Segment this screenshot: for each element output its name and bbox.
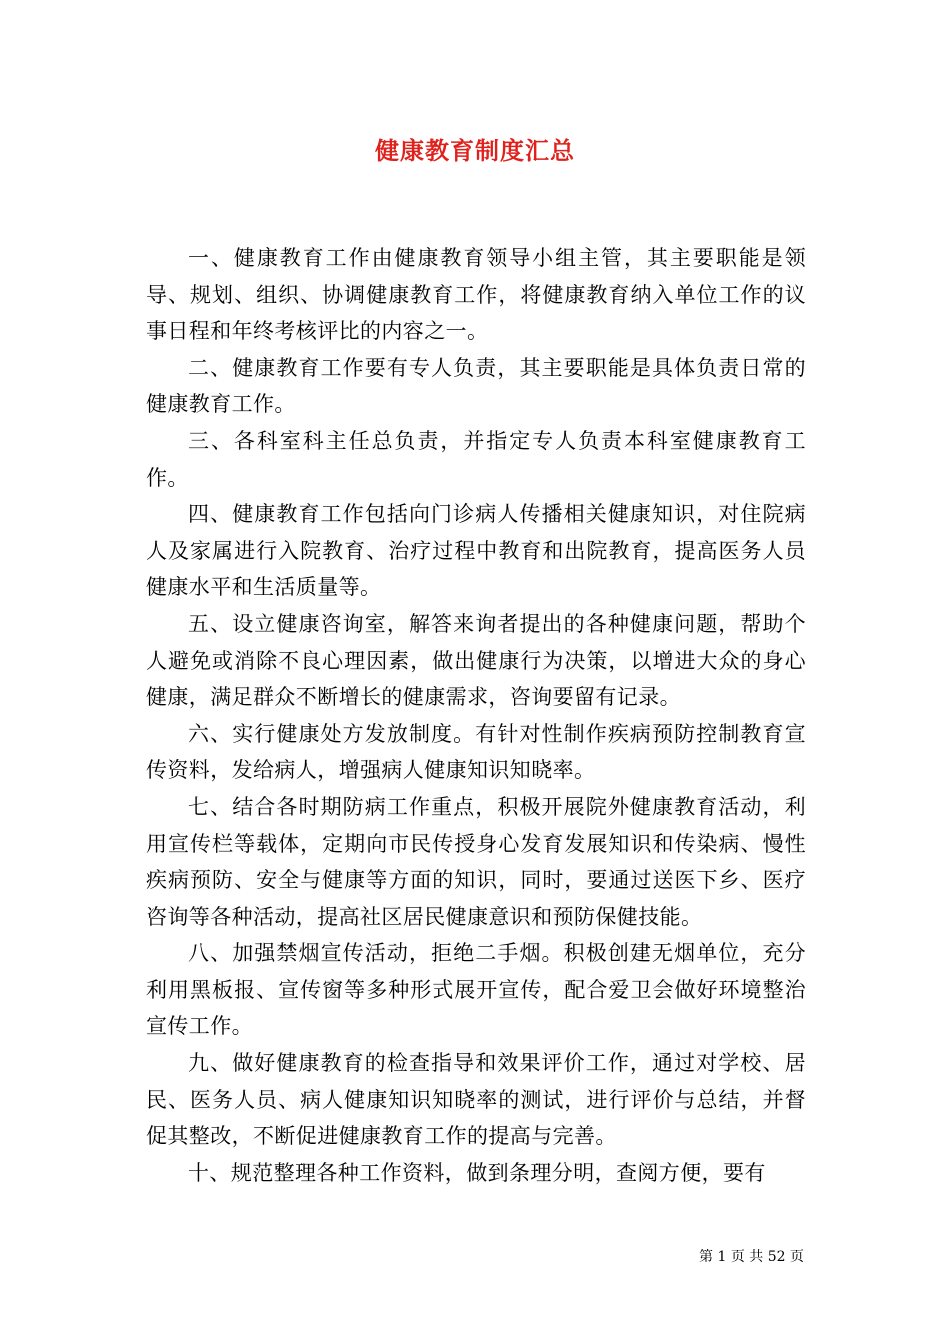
paragraph-10: 十、规范整理各种工作资料，做到条理分明，查阅方便，要有 [188,1160,766,1185]
paragraph-1: 一、健康教育工作由健康教育领导小组主管，其主要职能是领导、规划、组织、协调健康教育工作，将健康教育纳入单位工作的议事日程和年终考核评比的内容之一。 [146,246,806,344]
paragraph-6: 六、实行健康处方发放制度。有针对性制作疾病预防控制教育宣传资料，发给病人，增强病人健康知识知晓率。 [146,721,806,783]
paragraph-4: 四、健康教育工作包括向门诊病人传播相关健康知识，对住院病人及家属进行入院教育、治疗过程中教育和出院教育，提高医务人员健康水平和生活质量等。 [146,502,806,600]
paragraph-9: 九、做好健康教育的检查指导和效果评价工作，通过对学校、居民、医务人员、病人健康知识知晓率的测试，进行评价与总结，并督促其整改，不断促进健康教育工作的提高与完善。 [146,1051,806,1149]
paragraph-2: 二、健康教育工作要有专人负责，其主要职能是具体负责日常的健康教育工作。 [146,355,806,417]
paragraph-5: 五、设立健康咨询室，解答来询者提出的各种健康问题，帮助个人避免或消除不良心理因素，做出健康行为决策，以增进大众的身心健康，满足群众不断增长的健康需求，咨询要留有记录。 [146,611,806,710]
paragraph-7: 七、结合各时期防病工作重点，积极开展院外健康教育活动，利用宣传栏等载体，定期向市民传授身心发育发展知识和传染病、慢性疾病预防、安全与健康等方面的知识，同时，要通过送医下乡、医疗咨询等各种活动，提高社区居民健康意识和预防保健技能。 [146,794,806,929]
paragraph-3: 三、各科室科主任总负责，并指定专人负责本科室健康教育工作。 [146,428,806,490]
document-title: 健康教育制度汇总 [375,136,575,165]
page-number-footer: 第 1 页 共 52 页 [699,1249,804,1265]
document-body [146,240,806,1191]
paragraph-8: 八、加强禁烟宣传活动，拒绝二手烟。积极创建无烟单位，充分利用黑板报、宣传窗等多种形式展开宣传，配合爱卫会做好环境整治宣传工作。 [146,941,806,1039]
